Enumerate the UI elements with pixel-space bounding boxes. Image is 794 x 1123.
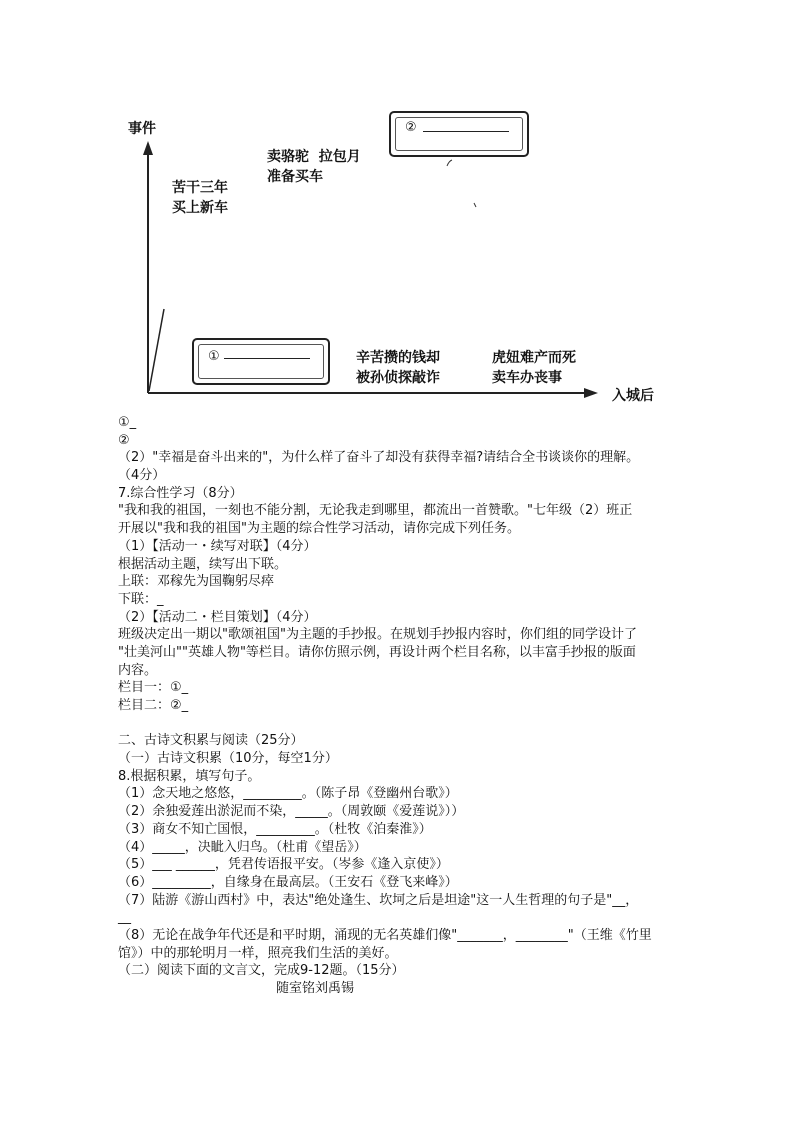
x-axis-label: 入城后	[612, 388, 654, 404]
text-line: （5）___ ______，凭君传语报平安。（岑参《逢入京使》）	[118, 857, 449, 873]
event-right: 虎妞难产而死 卖车办丧事	[492, 350, 576, 386]
text-line: （1）念天地之悠悠，_________。（陈子昂《登幽州台歌》）	[118, 786, 458, 802]
text-line: 上联：邓稼先为国鞠躬尽瘁	[118, 574, 275, 590]
text-line: （3）商女不知亡国恨，_________。（杜牧《泊秦淮》）	[118, 821, 432, 837]
text-line: （7）陆游《游山西村》中，表达"绝处逢生、坎坷之后是坦途"这一人生哲理的句子是"__，	[118, 892, 639, 908]
box-1-label: ①	[208, 349, 220, 364]
text-line: "我和我的祖国，一刻也不能分割，无论我走到哪里，都流出一首赞歌。"七年级（2）班正	[118, 503, 633, 519]
text-line: （8）无论在战争年代还是和平时期，涌现的无名英雄们像"_______，________"（王维《竹里	[118, 927, 652, 943]
text-line: 栏目一：①_	[118, 680, 189, 696]
answer-line-2: ②	[118, 432, 130, 448]
blank-line	[118, 715, 698, 733]
text-line: 开展以"我和我的祖国"为主题的综合性学习活动，请你完成下列任务。	[118, 521, 520, 537]
passage-title: 随室铭刘禹锡	[276, 981, 355, 996]
text-line: （4分）	[118, 468, 166, 484]
text-line: （一）古诗文积累（10分，每空1分）	[118, 751, 338, 767]
text-line: __	[118, 910, 131, 926]
text-line: （2）【活动二・栏目策划】（4分）	[118, 609, 317, 625]
text-line: 8.根据积累，填写句子。	[118, 768, 261, 784]
section-heading: 7.综合性学习（8分）	[118, 485, 243, 501]
box-2-label: ②	[405, 120, 417, 135]
plot-figure	[118, 95, 678, 415]
text-line: （二）阅读下面的文言文，完成9-12题。（15分）	[118, 963, 405, 979]
answer-box-2	[389, 111, 529, 157]
event-top: 卖骆驼 拉包月 准备买车	[267, 149, 361, 185]
event-left: 苦干三年 买上新车	[172, 180, 228, 216]
answer-box-1	[192, 338, 330, 385]
text-line: 馆》）中的那轮明月一样，照亮我们生活的美好。	[118, 945, 398, 961]
question-text	[118, 414, 698, 998]
text-line: 下联：_	[118, 591, 164, 607]
event-mid: 辛苦攒的钱却 被孙侦探敲诈	[356, 350, 440, 386]
text-line: 班级决定出一期以"歌颂祖国"为主题的手抄报。在规划手抄报内容时，你们组的同学设计了	[118, 627, 637, 643]
text-line: （4）_____，决眦入归鸟。（杜甫《望岳》）	[118, 839, 367, 855]
answer-line-1: ①_	[118, 415, 137, 430]
text-line: "壮美河山""英雄人物"等栏目。请你仿照示例，再设计两个栏目名称，以丰富手抄报的版面	[118, 644, 636, 660]
text-line: （2）余独爱莲出淤泥而不染，_____。（周敦颐《爱莲说》））	[118, 804, 465, 820]
text-line: 内容。	[118, 662, 158, 678]
text-line: 栏目二：②_	[118, 698, 189, 713]
text-line: （2）"幸福是奋斗出来的"，为什么样了奋斗了却没有获得幸福?请结合全书谈谈你的理解。	[118, 450, 640, 466]
text-line: （6）_________，自缘身在最高层。（王安石《登飞来峰》）	[118, 874, 458, 890]
text-line: （1）【活动一・续写对联】（4分）	[118, 538, 317, 554]
y-axis-label: 事件	[128, 121, 156, 137]
text-line: 根据活动主题，续写出下联。	[118, 556, 288, 572]
section-heading: 二、古诗文积累与阅读（25分）	[118, 733, 304, 749]
